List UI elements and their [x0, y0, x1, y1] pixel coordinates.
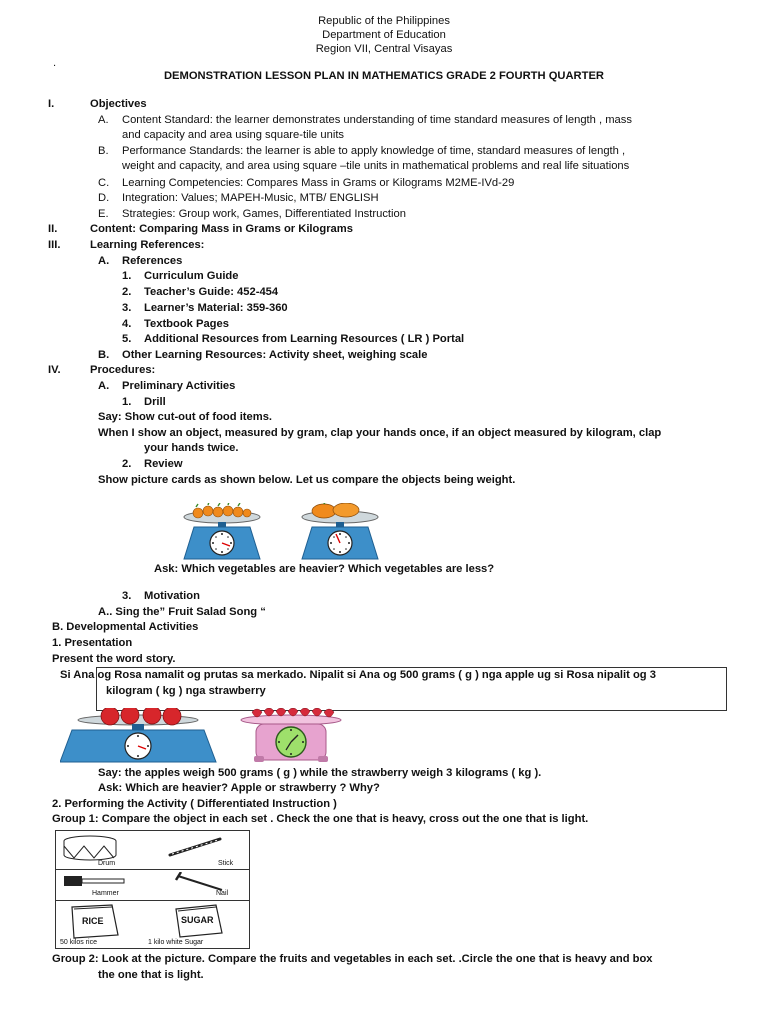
- list-number: 5.: [122, 333, 132, 345]
- section-number: I.: [48, 98, 55, 110]
- list-letter: A.: [98, 255, 110, 267]
- table-row: [56, 831, 249, 870]
- list-letter: A.: [98, 380, 110, 392]
- instruction-text-cont: your hands twice.: [144, 442, 239, 454]
- rice-label: 50 kilos rice: [60, 939, 97, 946]
- list-item: Curriculum Guide: [144, 270, 239, 282]
- present-text: Present the word story.: [52, 653, 176, 665]
- strategies-text: Strategies: Group work, Games, Differentiated Instruction: [122, 208, 406, 220]
- performance-standards-text: Performance Standards: the learner is able to apply knowledge of time, standard measures of length ,: [122, 145, 626, 157]
- section-heading: Procedures:: [90, 364, 156, 376]
- presentation-heading: 1. Presentation: [52, 637, 133, 649]
- hammer-label: Hammer: [92, 890, 119, 897]
- scale-with-strawberries-icon: [241, 708, 341, 762]
- table-row: [56, 901, 249, 947]
- drum-label: Drum: [98, 860, 116, 867]
- nail-label: Nail: [216, 890, 229, 897]
- list-number: 3.: [122, 590, 132, 602]
- list-number: 3.: [122, 302, 132, 314]
- list-letter: D.: [98, 192, 110, 204]
- section-heading: Objectives: [90, 98, 147, 110]
- references-heading: References: [122, 255, 183, 267]
- section-number: II.: [48, 223, 58, 235]
- list-item: Textbook Pages: [144, 318, 229, 330]
- list-number: 1.: [122, 270, 132, 282]
- scale-with-vegetables-icon: [184, 503, 260, 559]
- list-number: 4.: [122, 318, 132, 330]
- group2-instruction-cont: the one that is light.: [98, 969, 204, 981]
- sugar-bag-text: SUGAR: [181, 915, 214, 925]
- word-story-text-cont: kilogram ( kg ) nga strawberry: [106, 685, 266, 697]
- header-department: Department of Education: [322, 29, 446, 41]
- performing-heading: 2. Performing the Activity ( Differentiated Instruction ): [52, 798, 337, 810]
- hammer-icon: [62, 872, 126, 892]
- group1-instruction: Group 1: Compare the object in each set . Check the one that is heavy, cross out the one that is light.: [52, 813, 589, 825]
- list-number: 2.: [122, 458, 132, 470]
- drill-heading: Drill: [144, 396, 166, 408]
- group1-picture-table: [55, 830, 250, 949]
- section-number: III.: [48, 239, 61, 251]
- preliminary-heading: Preliminary Activities: [122, 380, 236, 392]
- list-item: Teacher’s Guide: 452-454: [144, 286, 279, 298]
- list-letter: B.: [98, 145, 109, 157]
- list-number: 2.: [122, 286, 132, 298]
- word-story-text: Si Ana og Rosa namalit og prutas sa merkado. Nipalit si Ana og 500 grams ( g ) nga apple ug si Rosa nipalit og 3: [60, 669, 656, 681]
- performance-standards-text-cont: weight and capacity, and area using square –tile units in mathematical problems and real life situations: [122, 160, 630, 172]
- content-heading: Content: Comparing Mass in Grams or Kilograms: [90, 223, 353, 235]
- list-number: 1.: [122, 396, 132, 408]
- ask-vegetables-text: Ask: Which vegetables are heavier? Which vegetables are less?: [154, 563, 495, 575]
- review-heading: Review: [144, 458, 183, 470]
- list-letter: C.: [98, 177, 110, 189]
- developmental-heading: B. Developmental Activities: [52, 621, 199, 633]
- scale-with-apples-icon: [60, 708, 216, 762]
- integration-text: Integration: Values; MAPEH-Music, MTB/ ENGLISH: [122, 192, 379, 204]
- sugar-label: 1 kilo white Sugar: [148, 939, 204, 946]
- header-region: Region VII, Central Visayas: [315, 43, 453, 55]
- stick-icon: [166, 835, 226, 859]
- show-text: Show picture cards as shown below. Let us compare the objects being weight.: [98, 474, 516, 486]
- list-letter: B.: [98, 349, 110, 361]
- sing-text: A.. Sing the” Fruit Salad Song “: [98, 606, 266, 618]
- vegetable-scales-illustration: [170, 503, 392, 561]
- header-dot: .: [53, 57, 57, 69]
- section-heading: Learning References:: [90, 239, 205, 251]
- instruction-text: When I show an object, measured by gram, clap your hands once, if an object measured by kilogram, clap: [98, 427, 662, 439]
- list-letter: A.: [98, 114, 109, 126]
- content-standard-text-cont: and capacity and area using square-tile units: [122, 129, 345, 141]
- header-republic: Republic of the Philippines: [318, 15, 450, 27]
- fruit-scales-illustration: [60, 708, 360, 764]
- page-title: DEMONSTRATION LESSON PLAN IN MATHEMATICS GRADE 2 FOURTH QUARTER: [163, 70, 605, 82]
- table-row: [56, 870, 249, 901]
- scale-with-pumpkins-icon: [302, 503, 378, 559]
- ask-fruits-text: Ask: Which are heavier? Apple or strawberry ? Why?: [98, 782, 380, 794]
- stick-label: Stick: [218, 860, 234, 867]
- say-apples-text: Say: the apples weigh 500 grams ( g ) while the strawberry weigh 3 kilograms ( kg ).: [98, 767, 542, 779]
- list-item: Additional Resources from Learning Resources ( LR ) Portal: [144, 333, 465, 345]
- section-number: IV.: [48, 364, 61, 376]
- list-item: Learner’s Material: 359-360: [144, 302, 288, 314]
- list-letter: E.: [98, 208, 109, 220]
- say-text: Say: Show cut-out of food items.: [98, 411, 273, 423]
- other-resources-text: Other Learning Resources: Activity sheet, weighing scale: [122, 349, 428, 361]
- content-standard-text: Content Standard: the learner demonstrates understanding of time standard measures of length , mass: [122, 114, 632, 126]
- learning-competencies-text: Learning Competencies: Compares Mass in Grams or Kilograms M2ME-IVd-29: [122, 177, 515, 189]
- group2-instruction: Group 2: Look at the picture. Compare the fruits and vegetables in each set. .Circle the one that is heavy and box: [52, 953, 653, 965]
- motivation-heading: Motivation: [144, 590, 200, 602]
- rice-bag-text: RICE: [82, 916, 104, 926]
